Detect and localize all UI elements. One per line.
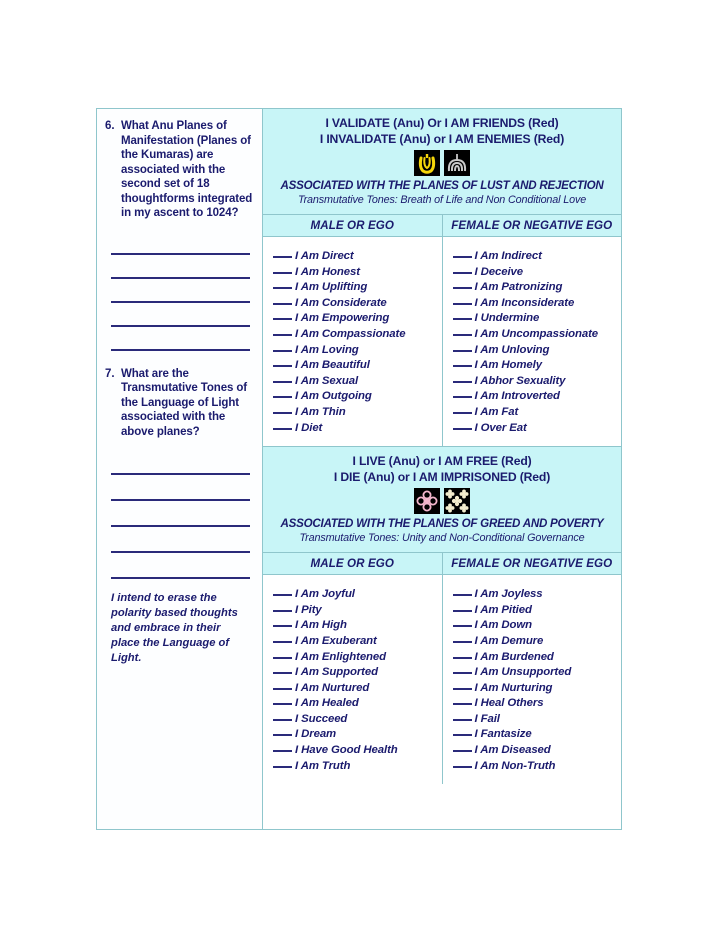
table-2-header xyxy=(263,447,621,553)
checklist-item-label: I Am Diseased xyxy=(474,744,551,757)
checklist-item[interactable] xyxy=(453,358,618,374)
checklist-item-label: I Am High xyxy=(295,619,347,632)
checkbox-blank[interactable] xyxy=(273,672,292,674)
checklist-item-label: I Am Demure xyxy=(474,634,544,647)
planes-tables-column xyxy=(263,109,621,829)
answer-line[interactable] xyxy=(111,327,250,351)
table-1-male-column-header: MALE OR EGO xyxy=(263,215,443,236)
question-6-number: 6. xyxy=(105,120,115,132)
checklist-item[interactable] xyxy=(273,280,438,296)
checkbox-blank[interactable] xyxy=(273,365,292,367)
table-1-body xyxy=(263,237,621,446)
table-1-male-list xyxy=(263,237,443,446)
checkbox-blank[interactable] xyxy=(453,428,472,430)
checklist-item[interactable] xyxy=(453,280,618,296)
checklist-item[interactable] xyxy=(273,405,438,421)
table-1-female-list xyxy=(443,237,622,446)
checklist-item-label: I Am Uplifting xyxy=(295,281,368,294)
checklist-item[interactable] xyxy=(453,650,618,666)
checkbox-blank[interactable] xyxy=(453,381,472,383)
checklist-item-label: I Over Eat xyxy=(474,421,527,434)
checklist-item[interactable] xyxy=(453,587,618,603)
answer-line[interactable] xyxy=(111,475,250,501)
checklist-item-label: I Am Honest xyxy=(295,265,360,278)
checklist-item[interactable] xyxy=(453,727,618,743)
checklist-item[interactable] xyxy=(273,249,438,265)
checkbox-blank[interactable] xyxy=(273,734,292,736)
checkbox-blank[interactable] xyxy=(273,594,292,596)
checkbox-blank[interactable] xyxy=(453,272,472,274)
checkbox-blank[interactable] xyxy=(273,766,292,768)
checklist-item[interactable] xyxy=(453,696,618,712)
question-7-text: What are the Transmutative Tones of the Language of Light associated with the above planes? xyxy=(121,367,248,438)
question-6 xyxy=(105,119,254,221)
checklist-item[interactable] xyxy=(273,727,438,743)
checklist-item-label: I Am Nurturing xyxy=(474,681,553,694)
checklist-item-label: I Am Patronizing xyxy=(474,281,563,294)
checklist-item[interactable] xyxy=(273,587,438,603)
cream-flower-cluster-glyph-icon xyxy=(444,488,470,514)
table-2-female-list xyxy=(443,575,622,784)
checklist-item[interactable] xyxy=(273,343,438,359)
checklist-item[interactable] xyxy=(273,665,438,681)
checklist-item-label: I Am Homely xyxy=(474,359,542,372)
checklist-item-label: I Diet xyxy=(295,421,323,434)
checklist-item-label: I Succeed xyxy=(295,712,348,725)
question-column xyxy=(97,109,263,829)
checkbox-blank[interactable] xyxy=(273,641,292,643)
checklist-item-label: I Am Compassionate xyxy=(295,327,406,340)
table-2-female-column-header: FEMALE OR NEGATIVE EGO xyxy=(451,557,613,571)
checkbox-blank[interactable] xyxy=(273,412,292,414)
checklist-item[interactable] xyxy=(453,743,618,759)
checkbox-blank[interactable] xyxy=(453,610,472,612)
checkbox-blank[interactable] xyxy=(273,256,292,258)
checkbox-blank[interactable] xyxy=(453,412,472,414)
checkbox-blank[interactable] xyxy=(453,334,472,336)
checklist-item-label: I Am Uncompassionate xyxy=(474,327,599,340)
checklist-item-label: I Am Pitied xyxy=(474,603,532,616)
answer-line[interactable] xyxy=(111,303,250,327)
checklist-item[interactable] xyxy=(453,405,618,421)
checkbox-blank[interactable] xyxy=(453,688,472,690)
checklist-item-label: I Fantasize xyxy=(474,728,532,741)
checklist-item[interactable] xyxy=(453,343,618,359)
checklist-item[interactable] xyxy=(453,421,618,437)
checkbox-blank[interactable] xyxy=(273,318,292,320)
checklist-item[interactable] xyxy=(273,618,438,634)
table-2-title-line-1: I LIVE (Anu) or I AM FREE (Red) xyxy=(352,454,532,469)
checklist-item-label: I Am Non-Truth xyxy=(474,759,556,772)
answer-line[interactable] xyxy=(111,279,250,303)
checklist-item-label: I Am Healed xyxy=(295,697,359,710)
checkbox-blank[interactable] xyxy=(453,719,472,721)
checkbox-blank[interactable] xyxy=(273,396,292,398)
checklist-item[interactable] xyxy=(273,265,438,281)
checkbox-blank[interactable] xyxy=(453,303,472,305)
checklist-item[interactable] xyxy=(273,696,438,712)
checkbox-blank[interactable] xyxy=(273,750,292,752)
checklist-item-label: I Deceive xyxy=(474,265,523,278)
table-1-title-line-1: I VALIDATE (Anu) Or I AM FRIENDS (Red) xyxy=(325,116,559,130)
checklist-item[interactable] xyxy=(273,712,438,728)
table-2-male-column-header: MALE OR EGO xyxy=(263,553,443,574)
checklist-item-label: I Am Sexual xyxy=(295,374,359,387)
checkbox-blank[interactable] xyxy=(453,641,472,643)
checklist-item[interactable] xyxy=(273,759,438,775)
answer-line[interactable] xyxy=(111,501,250,527)
checkbox-blank[interactable] xyxy=(453,256,472,258)
checkbox-blank[interactable] xyxy=(453,703,472,705)
checklist-item[interactable] xyxy=(453,759,618,775)
checklist-item[interactable] xyxy=(453,603,618,619)
checklist-item[interactable] xyxy=(453,327,618,343)
table-1-female-column-header: FEMALE OR NEGATIVE EGO xyxy=(451,219,613,232)
checkbox-blank[interactable] xyxy=(273,610,292,612)
checklist-item-label: I Am Exuberant xyxy=(295,634,377,647)
table-1-glyph-row xyxy=(269,150,615,176)
checkbox-blank[interactable] xyxy=(453,750,472,752)
answer-line[interactable] xyxy=(111,231,250,255)
checklist-item[interactable] xyxy=(453,311,618,327)
intention-statement: I intend to erase the polarity based thoughts and embrace in their place the Language of Light. xyxy=(111,592,238,664)
checklist-item[interactable] xyxy=(273,681,438,697)
checkbox-blank[interactable] xyxy=(453,625,472,627)
question-6-answer-lines xyxy=(105,231,254,351)
checklist-item[interactable] xyxy=(273,374,438,390)
table-1-associated-planes: ASSOCIATED WITH THE PLANES OF LUST AND REJECTION xyxy=(280,179,604,192)
table-1-transmutative-tones: Transmutative Tones: Breath of Life and Non Conditional Love xyxy=(297,194,587,206)
checklist-item[interactable] xyxy=(453,634,618,650)
answer-line[interactable] xyxy=(111,255,250,279)
checklist-item[interactable] xyxy=(273,743,438,759)
checkbox-blank[interactable] xyxy=(273,657,292,659)
checklist-item-label: I Am Joyful xyxy=(295,588,355,601)
checkbox-blank[interactable] xyxy=(273,303,292,305)
pink-four-petal-flower-glyph-icon xyxy=(414,488,440,514)
checklist-item[interactable] xyxy=(453,374,618,390)
checkbox-blank[interactable] xyxy=(453,672,472,674)
checklist-item-label: I Undermine xyxy=(474,312,540,325)
answer-line[interactable] xyxy=(111,449,250,475)
checklist-item-label: I Am Direct xyxy=(295,250,354,262)
table-2-glyph-row xyxy=(269,488,615,514)
checklist-item-label: I Am Beautiful xyxy=(295,359,370,372)
plane-table-lust-rejection xyxy=(263,109,621,447)
checklist-item-label: I Am Outgoing xyxy=(295,390,372,403)
checkbox-blank[interactable] xyxy=(273,428,292,430)
checkbox-blank[interactable] xyxy=(453,594,472,596)
checklist-item-label: I Am Introverted xyxy=(474,390,560,403)
checklist-item[interactable] xyxy=(273,311,438,327)
checklist-item[interactable] xyxy=(453,712,618,728)
checklist-item[interactable] xyxy=(273,603,438,619)
checklist-item[interactable] xyxy=(453,389,618,405)
checklist-item[interactable] xyxy=(273,421,438,437)
checklist-item-label: I Am Truth xyxy=(295,759,351,772)
question-spacer xyxy=(105,351,254,367)
checklist-item[interactable] xyxy=(453,618,618,634)
table-1-column-headers xyxy=(263,215,621,237)
checklist-item-label: I Am Supported xyxy=(295,666,378,679)
checklist-item-label: I Pity xyxy=(295,603,322,616)
checkbox-blank[interactable] xyxy=(453,365,472,367)
table-2-transmutative-tones: Transmutative Tones: Unity and Non-Conditional Governance xyxy=(299,532,585,545)
question-7-number: 7. xyxy=(105,367,115,380)
question-7 xyxy=(105,367,254,440)
checklist-item-label: I Am Thin xyxy=(295,405,346,418)
yellow-horseshoe-glyph-icon xyxy=(414,150,440,176)
checklist-item-label: I Am Empowering xyxy=(295,312,390,325)
checklist-item[interactable] xyxy=(273,296,438,312)
table-2-column-headers xyxy=(263,553,621,575)
question-7-answer-lines xyxy=(105,449,254,579)
checklist-item[interactable] xyxy=(453,249,618,265)
checkbox-blank[interactable] xyxy=(453,766,472,768)
checklist-item[interactable] xyxy=(273,327,438,343)
checklist-item-label: I Am Burdened xyxy=(474,650,554,663)
worksheet-frame xyxy=(96,108,622,830)
table-2-title-line-2: I DIE (Anu) or I AM IMPRISONED (Red) xyxy=(333,469,551,484)
checklist-item[interactable] xyxy=(453,296,618,312)
checklist-item-label: I Am Enlightened xyxy=(295,650,387,663)
checklist-item-label: I Abhor Sexuality xyxy=(474,374,566,387)
checkbox-blank[interactable] xyxy=(273,350,292,352)
answer-line[interactable] xyxy=(111,527,250,553)
checklist-item-label: I Fail xyxy=(474,712,500,725)
table-2-associated-planes: ASSOCIATED WITH THE PLANES OF GREED AND POVERTY xyxy=(280,517,604,531)
checklist-item-label: I Am Indirect xyxy=(474,250,542,262)
table-1-title-line-2: I INVALIDATE (Anu) or I AM ENEMIES (Red) xyxy=(319,131,565,146)
checklist-item-label: I Am Loving xyxy=(295,343,359,356)
table-1-header xyxy=(263,109,621,215)
checklist-item-label: I Dream xyxy=(295,728,337,741)
checklist-item-label: I Am Joyless xyxy=(474,588,543,601)
checklist-item-label: I Am Fat xyxy=(474,405,519,418)
checkbox-blank[interactable] xyxy=(453,396,472,398)
checklist-item[interactable] xyxy=(273,358,438,374)
checkbox-blank[interactable] xyxy=(273,272,292,274)
checklist-item[interactable] xyxy=(273,650,438,666)
checklist-item-label: I Have Good Health xyxy=(295,744,398,757)
checklist-item-label: I Am Unsupported xyxy=(474,666,572,679)
checklist-item[interactable] xyxy=(453,665,618,681)
checkbox-blank[interactable] xyxy=(453,657,472,659)
checklist-item[interactable] xyxy=(453,681,618,697)
table-2-body xyxy=(263,575,621,784)
checklist-item-label: I Heal Others xyxy=(474,697,544,710)
checkbox-blank[interactable] xyxy=(273,688,292,690)
checklist-item-label: I Am Unloving xyxy=(474,343,550,356)
checklist-item-label: I Am Down xyxy=(474,619,533,632)
checklist-item[interactable] xyxy=(453,265,618,281)
checkbox-blank[interactable] xyxy=(273,719,292,721)
checklist-item-label: I Am Inconsiderate xyxy=(474,296,575,309)
question-6-text: What Anu Planes of Manifestation (Planes of the Kumaras) are associated with the second set of 18 thoughtforms integrated in my ascent to 1024? xyxy=(121,120,253,219)
checkbox-blank[interactable] xyxy=(453,287,472,289)
checkbox-blank[interactable] xyxy=(453,734,472,736)
checkbox-blank[interactable] xyxy=(273,287,292,289)
checklist-item-label: I Am Considerate xyxy=(295,296,387,309)
checkbox-blank[interactable] xyxy=(453,318,472,320)
checkbox-blank[interactable] xyxy=(273,381,292,383)
table-2-male-list xyxy=(263,575,443,784)
grey-concentric-arcs-glyph-icon xyxy=(444,150,470,176)
checkbox-blank[interactable] xyxy=(273,625,292,627)
checkbox-blank[interactable] xyxy=(453,350,472,352)
checklist-item[interactable] xyxy=(273,389,438,405)
answer-line[interactable] xyxy=(111,553,250,579)
plane-table-greed-poverty xyxy=(263,447,621,784)
checklist-item-label: I Am Nurtured xyxy=(295,681,370,694)
checkbox-blank[interactable] xyxy=(273,703,292,705)
checkbox-blank[interactable] xyxy=(273,334,292,336)
checklist-item[interactable] xyxy=(273,634,438,650)
